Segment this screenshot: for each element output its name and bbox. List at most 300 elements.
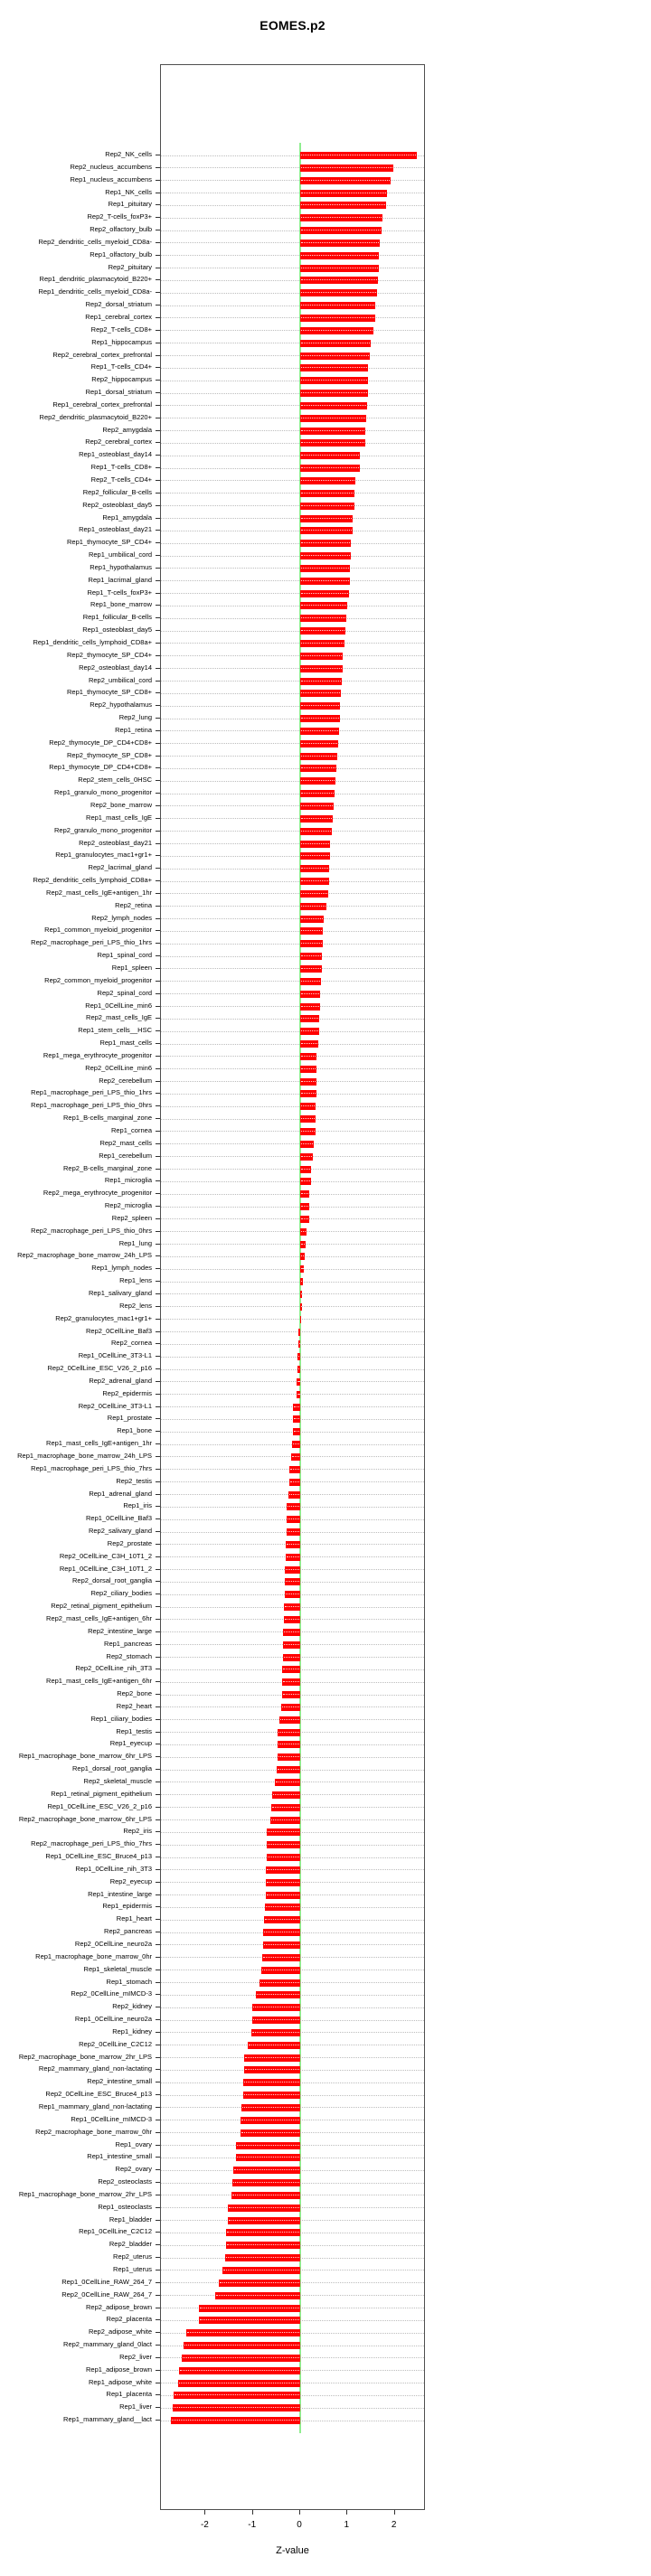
- bar: [300, 1291, 302, 1298]
- bar: [279, 1716, 300, 1724]
- category-label: Rep1_0CellLine_mIMCD-3: [71, 2114, 152, 2123]
- y-tick: [156, 580, 160, 581]
- y-tick: [156, 1882, 160, 1883]
- y-tick: [156, 1056, 160, 1057]
- y-tick: [156, 1319, 160, 1320]
- gridline: [161, 618, 424, 619]
- gridline: [161, 831, 424, 832]
- gridline: [161, 781, 424, 782]
- gridline: [161, 280, 424, 281]
- bar: [284, 1616, 300, 1623]
- gridline: [161, 655, 424, 656]
- bar: [300, 1190, 309, 1198]
- bar: [300, 916, 324, 923]
- category-label: Rep2_epidermis: [102, 1388, 152, 1397]
- y-tick: [156, 2394, 160, 2395]
- category-label: Rep1_bladder: [108, 2214, 152, 2223]
- bar: [300, 590, 349, 597]
- bar: [288, 1491, 300, 1499]
- category-label: Rep1_common_myeloid_progenitor: [44, 926, 152, 935]
- bar: [286, 1541, 300, 1548]
- bar: [287, 1528, 300, 1536]
- bar: [270, 1817, 300, 1824]
- category-label: Rep2_T-cells_CD4+: [90, 475, 152, 484]
- category-label: Rep2_macrophage_peri_LPS_thio_7hrs: [31, 1839, 152, 1848]
- gridline: [161, 931, 424, 932]
- y-tick: [156, 1606, 160, 1607]
- category-label: Rep2_hippocampus: [91, 375, 152, 384]
- gridline: [161, 1119, 424, 1120]
- y-tick: [156, 2069, 160, 2070]
- category-label: Rep2_nucleus_accumbens: [70, 162, 152, 171]
- y-tick: [156, 968, 160, 969]
- bar: [300, 602, 347, 609]
- x-tick: [346, 2510, 347, 2515]
- bar: [300, 653, 343, 660]
- x-tick-label: -1: [248, 2520, 257, 2530]
- category-label: Rep1_0CellLine_Baf3: [86, 1514, 152, 1523]
- gridline: [161, 1044, 424, 1045]
- category-label: Rep2_ovary: [115, 2165, 152, 2174]
- bar: [300, 865, 329, 872]
- bar: [225, 2254, 300, 2261]
- y-tick: [156, 167, 160, 168]
- y-tick: [156, 355, 160, 356]
- category-label: Rep2_skeletal_muscle: [83, 1776, 152, 1785]
- bar: [300, 1278, 303, 1285]
- bar: [236, 2142, 300, 2149]
- category-label: Rep2_NK_cells: [105, 150, 152, 158]
- y-tick: [156, 643, 160, 644]
- category-label: Rep1_prostate: [107, 1414, 152, 1423]
- category-label: Rep2_spleen: [111, 1213, 152, 1222]
- bar: [300, 1303, 302, 1311]
- category-label: Rep2_T-cells_foxP3+: [87, 212, 152, 221]
- category-label: Rep1_T-cells_CD8+: [90, 463, 152, 472]
- y-tick: [156, 756, 160, 757]
- y-tick: [156, 2232, 160, 2233]
- category-label: Rep2_follicular_B-cells: [82, 487, 152, 496]
- bar: [283, 1654, 300, 1661]
- y-tick: [156, 880, 160, 881]
- category-label: Rep2_0CellLine_nih_3T3: [75, 1664, 152, 1673]
- category-label: Rep1_dendritic_cells_myeloid_CD8a-: [38, 287, 152, 296]
- bar: [300, 289, 377, 296]
- category-label: Rep1_thymocyte_DP_CD4+CD8+: [49, 763, 152, 772]
- category-label: Rep2_thymocyte_SP_CD8+: [66, 750, 152, 759]
- category-label: Rep1_osteoblast_day5: [82, 625, 152, 635]
- category-label: Rep1_spleen: [111, 963, 152, 972]
- category-label: Rep2_salivary_gland: [88, 1527, 152, 1536]
- category-label: Rep2_placenta: [106, 2315, 152, 2324]
- bar: [243, 2092, 300, 2099]
- y-tick: [156, 1569, 160, 1570]
- bar: [272, 1791, 300, 1799]
- bar: [186, 2329, 300, 2336]
- bar: [173, 2404, 300, 2411]
- category-label: Rep2_uterus: [113, 2252, 152, 2261]
- bar: [293, 1428, 300, 1435]
- bar: [300, 578, 350, 585]
- y-tick: [156, 2057, 160, 2058]
- y-tick: [156, 530, 160, 531]
- gridline: [161, 668, 424, 669]
- y-tick: [156, 630, 160, 631]
- y-tick: [156, 1794, 160, 1795]
- category-label: Rep1_pituitary: [108, 200, 152, 209]
- y-tick: [156, 2220, 160, 2221]
- y-tick: [156, 2295, 160, 2296]
- gridline: [161, 869, 424, 870]
- bar: [300, 527, 353, 534]
- gridline: [161, 393, 424, 394]
- bar: [244, 2066, 300, 2073]
- category-label: Rep1_macrophage_peri_LPS_thio_1hrs: [31, 1088, 152, 1097]
- bar: [300, 878, 329, 885]
- bar: [300, 465, 360, 472]
- bar: [300, 240, 380, 247]
- category-label: Rep1_intestine_small: [87, 2152, 152, 2161]
- y-tick: [156, 993, 160, 994]
- y-tick: [156, 1469, 160, 1470]
- bar: [300, 565, 350, 572]
- y-tick: [156, 1581, 160, 1582]
- y-tick: [156, 1105, 160, 1106]
- y-tick: [156, 1381, 160, 1382]
- bar: [300, 1141, 314, 1148]
- y-tick: [156, 1732, 160, 1733]
- y-tick: [156, 204, 160, 205]
- bar: [300, 1028, 319, 1035]
- category-label: Rep1_umbilical_cord: [88, 550, 152, 559]
- category-label: Rep2_adipose_brown: [86, 2302, 152, 2311]
- y-tick: [156, 217, 160, 218]
- gridline: [161, 1068, 424, 1069]
- category-label: Rep2_macrophage_bone_marrow_24h_LPS: [17, 1251, 152, 1260]
- gridline: [161, 1394, 424, 1395]
- bar: [266, 1879, 300, 1886]
- gridline: [161, 580, 424, 581]
- category-label: Rep1_dendritic_cells_lymphoid_CD8a+: [33, 637, 152, 646]
- bar: [300, 1253, 305, 1260]
- bar: [300, 753, 337, 760]
- y-tick: [156, 943, 160, 944]
- bar: [226, 2229, 300, 2236]
- bar: [267, 1854, 300, 1861]
- category-label: Rep1_osteoclasts: [98, 2202, 152, 2211]
- bar: [300, 1066, 316, 1073]
- bar: [282, 1691, 300, 1698]
- category-label: Rep2_lung: [118, 713, 152, 722]
- y-tick: [156, 1006, 160, 1007]
- category-label: Rep2_bladder: [108, 2240, 152, 2249]
- y-tick: [156, 242, 160, 243]
- y-tick: [156, 2032, 160, 2033]
- category-label: Rep1_0CellLine_nih_3T3: [75, 1864, 152, 1873]
- gridline: [161, 730, 424, 731]
- category-label: Rep1_spinal_cord: [97, 951, 152, 960]
- y-tick: [156, 831, 160, 832]
- bar: [300, 1265, 304, 1273]
- bar: [300, 452, 360, 459]
- y-tick: [156, 2407, 160, 2408]
- gridline: [161, 1081, 424, 1082]
- bar: [297, 1353, 300, 1360]
- category-label: Rep1_dorsal_root_ganglia: [72, 1764, 152, 1773]
- category-label: Rep1_mast_cells_IgE+antigen_6hr: [46, 1677, 152, 1686]
- category-label: Rep1_NK_cells: [105, 187, 152, 196]
- y-tick: [156, 1831, 160, 1832]
- bar: [261, 1967, 300, 1974]
- gridline: [161, 556, 424, 557]
- y-tick: [156, 255, 160, 256]
- category-label: Rep2_dendritic_cells_lymphoid_CD8a+: [33, 876, 152, 885]
- category-label: Rep1_granulo_mono_progenitor: [54, 788, 152, 797]
- bar: [244, 2054, 300, 2062]
- gridline: [161, 1269, 424, 1270]
- gridline: [161, 1056, 424, 1057]
- bar: [293, 1404, 300, 1411]
- x-tick: [299, 2510, 300, 2515]
- y-tick: [156, 1018, 160, 1019]
- category-label: Rep1_hippocampus: [91, 337, 152, 346]
- y-tick: [156, 1368, 160, 1369]
- bar: [278, 1741, 300, 1748]
- gridline: [161, 1282, 424, 1283]
- gridline: [161, 518, 424, 519]
- y-tick: [156, 767, 160, 768]
- bar: [231, 2192, 300, 2199]
- bar: [300, 678, 342, 685]
- gridline: [161, 706, 424, 707]
- x-axis-label: Z-value: [276, 2545, 309, 2556]
- category-label: Rep1_bone: [117, 1426, 152, 1435]
- gridline: [161, 1169, 424, 1170]
- y-tick: [156, 1844, 160, 1845]
- gridline: [161, 430, 424, 431]
- category-label: Rep1_macrophage_peri_LPS_thio_7hrs: [31, 1463, 152, 1472]
- bar: [300, 903, 326, 910]
- category-label: Rep2_mast_cells_IgE: [86, 1013, 152, 1022]
- y-tick: [156, 1394, 160, 1395]
- category-label: Rep1_nucleus_accumbens: [70, 174, 152, 183]
- bar: [300, 1103, 316, 1110]
- y-tick: [156, 1231, 160, 1232]
- gridline: [161, 230, 424, 231]
- bar: [300, 327, 373, 334]
- bar: [300, 1115, 316, 1123]
- y-tick: [156, 442, 160, 443]
- category-label: Rep2_hypothalamus: [90, 700, 152, 710]
- bar: [300, 177, 391, 184]
- category-label: Rep2_macrophage_peri_LPS_thio_1hrs: [31, 938, 152, 947]
- y-tick: [156, 1481, 160, 1482]
- y-tick: [156, 518, 160, 519]
- bar: [184, 2342, 300, 2349]
- category-label: Rep1_adipose_brown: [86, 2364, 152, 2374]
- y-tick: [156, 392, 160, 393]
- gridline: [161, 1194, 424, 1195]
- y-tick: [156, 1193, 160, 1194]
- category-label: Rep1_T-cells_CD4+: [90, 362, 152, 371]
- bar: [300, 728, 339, 735]
- bar: [285, 1591, 300, 1598]
- x-tick-label: 2: [391, 2520, 397, 2530]
- category-label: Rep2_prostate: [107, 1538, 152, 1547]
- category-label: Rep1_osteoblast_day21: [79, 525, 152, 534]
- y-tick: [156, 1819, 160, 1820]
- bar: [300, 377, 368, 384]
- bar: [300, 1216, 309, 1223]
- bar: [300, 1053, 316, 1060]
- bar: [300, 1015, 319, 1022]
- category-label: Rep2_ciliary_bodies: [90, 1589, 152, 1598]
- category-label: Rep1_lung: [118, 1238, 152, 1247]
- category-label: Rep1_intestine_large: [88, 1889, 152, 1898]
- y-tick: [156, 493, 160, 494]
- gridline: [161, 881, 424, 882]
- bar: [300, 1241, 306, 1248]
- y-tick: [156, 1043, 160, 1044]
- bar: [300, 852, 330, 860]
- y-tick: [156, 2094, 160, 2095]
- bar: [300, 740, 338, 747]
- bar: [262, 1954, 300, 1961]
- y-tick: [156, 668, 160, 669]
- gridline: [161, 805, 424, 806]
- gridline: [161, 443, 424, 444]
- gridline: [161, 1143, 424, 1144]
- category-label: Rep2_kidney: [112, 2002, 152, 2011]
- bar: [291, 1453, 300, 1461]
- gridline: [161, 543, 424, 544]
- y-tick: [156, 1406, 160, 1407]
- category-label: Rep1_kidney: [112, 2026, 152, 2035]
- gridline: [161, 768, 424, 769]
- category-label: Rep1_cerebellum: [99, 1151, 152, 1160]
- category-label: Rep1_cerebral_cortex_prefrontal: [52, 400, 152, 409]
- bar: [241, 2104, 300, 2111]
- gridline: [161, 1231, 424, 1232]
- bar: [300, 1316, 301, 1323]
- y-tick: [156, 1306, 160, 1307]
- category-label: Rep1_0CellLine_C3H_10T1_2: [59, 1564, 152, 1573]
- y-tick: [156, 1356, 160, 1357]
- bar: [300, 152, 417, 159]
- bar: [252, 2004, 300, 2011]
- bar: [248, 2042, 300, 2049]
- bar: [300, 690, 341, 697]
- gridline: [161, 1006, 424, 1007]
- category-label: Rep2_heart: [116, 1701, 152, 1710]
- bar: [300, 302, 375, 309]
- bar: [241, 2129, 300, 2137]
- bar: [300, 640, 344, 647]
- bar: [222, 2267, 300, 2274]
- gridline: [161, 631, 424, 632]
- category-label: Rep2_0CellLine_neuro2a: [74, 1939, 152, 1948]
- y-tick: [156, 1281, 160, 1282]
- gridline: [161, 968, 424, 969]
- category-label: Rep2_bone_marrow: [90, 800, 152, 809]
- bar: [300, 627, 345, 635]
- category-label: Rep1_macrophage_bone_marrow_0hr: [35, 1951, 152, 1960]
- bar: [283, 1641, 300, 1649]
- y-tick: [156, 1343, 160, 1344]
- gridline: [161, 255, 424, 256]
- category-label: Rep2_granulocytes_mac1+gr1+: [55, 1313, 152, 1322]
- y-tick: [156, 1982, 160, 1983]
- gridline: [161, 1357, 424, 1358]
- category-label: Rep2_T-cells_CD8+: [90, 324, 152, 334]
- gridline: [161, 468, 424, 469]
- category-label: Rep1_macrophage_bone_marrow_24h_LPS: [17, 1451, 152, 1460]
- bar: [300, 415, 366, 422]
- category-label: Rep2_stomach: [106, 1651, 152, 1660]
- category-label: Rep2_lacrimal_gland: [88, 863, 152, 872]
- gridline: [161, 1256, 424, 1257]
- y-tick: [156, 430, 160, 431]
- category-label: Rep2_dendritic_plasmacytoid_B220+: [39, 412, 152, 421]
- category-label: Rep2_0CellLine_ESC_Bruce4_p13: [45, 2090, 152, 2099]
- bar: [300, 214, 382, 221]
- bar: [267, 1841, 300, 1848]
- gridline: [161, 293, 424, 294]
- bar: [300, 790, 335, 797]
- category-label: Rep2_cornea: [110, 1339, 152, 1348]
- bar: [215, 2292, 300, 2299]
- gridline: [161, 1319, 424, 1320]
- category-label: Rep2_microglia: [104, 1201, 152, 1210]
- bar: [300, 190, 387, 197]
- category-label: Rep2_macrophage_bone_marrow_2hr_LPS: [18, 2052, 152, 2061]
- y-tick: [156, 568, 160, 569]
- bar: [284, 1603, 300, 1611]
- category-label: Rep2_0CellLine_ESC_V26_2_p16: [47, 1364, 152, 1373]
- y-tick: [156, 1443, 160, 1444]
- category-label: Rep1_epidermis: [102, 1902, 152, 1911]
- category-label: Rep1_0CellLine_ESC_V26_2_p16: [47, 1801, 152, 1810]
- gridline: [161, 956, 424, 957]
- x-tick-label: 1: [344, 2520, 350, 2530]
- bar: [278, 1753, 300, 1761]
- gridline: [161, 856, 424, 857]
- gridline: [161, 693, 424, 694]
- y-tick: [156, 455, 160, 456]
- category-label: Rep2_eyecup: [109, 1876, 152, 1885]
- y-tick: [156, 1518, 160, 1519]
- category-label: Rep1_osteoblast_day14: [79, 450, 152, 459]
- y-tick: [156, 1206, 160, 1207]
- category-label: Rep1_mammary_gland_non-lactating: [38, 2101, 152, 2111]
- category-label: Rep1_B-cells_marginal_zone: [63, 1114, 152, 1123]
- bar: [300, 765, 336, 772]
- category-label: Rep1_adipose_white: [88, 2377, 152, 2386]
- bar: [171, 2417, 300, 2424]
- category-label: Rep1_mast_cells_IgE+antigen_1hr: [46, 1439, 152, 1448]
- gridline: [161, 1369, 424, 1370]
- category-label: Rep1_T-cells_foxP3+: [87, 588, 152, 597]
- bar: [300, 890, 328, 898]
- category-label: Rep1_testis: [116, 1726, 152, 1735]
- bar: [267, 1829, 300, 1836]
- plot-area: [160, 64, 425, 2510]
- y-tick: [156, 1694, 160, 1695]
- category-label: Rep1_dorsal_striatum: [85, 388, 152, 397]
- bar: [298, 1329, 300, 1336]
- gridline: [161, 1331, 424, 1332]
- y-tick: [156, 2332, 160, 2333]
